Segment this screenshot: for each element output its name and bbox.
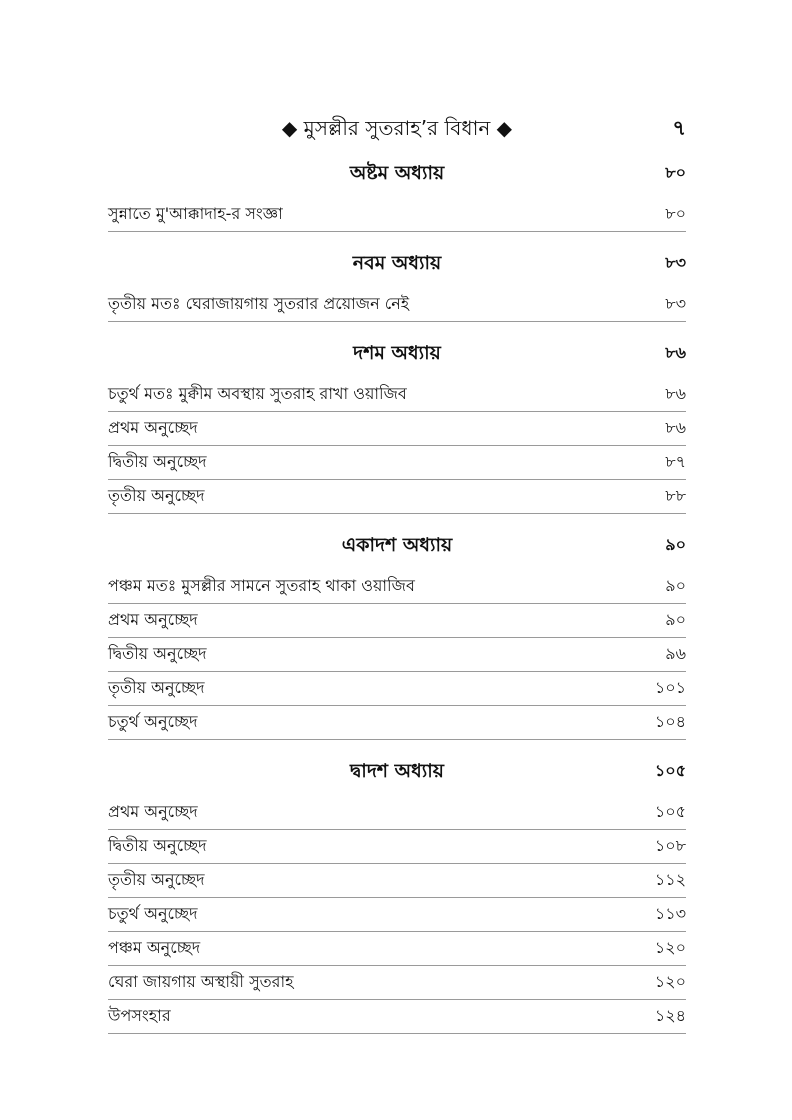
entry-page-number: ১২০ <box>654 972 686 991</box>
entry-title: চতুর্থ অনুচ্ছেদ <box>108 904 198 923</box>
entry-title: ঘেরা জায়গায় অস্থায়ী সুতরাহ <box>108 972 294 991</box>
entry-title: প্রথম অনুচ্ছেদ <box>108 802 198 821</box>
entry-page-number: ১০৮ <box>654 836 686 855</box>
entry-page-number: ৮৬ <box>665 384 686 403</box>
entry-page-number: ১০১ <box>654 678 686 697</box>
toc-entry[interactable] <box>108 412 686 446</box>
entry-title: তৃতীয় অনুচ্ছেদ <box>108 678 205 697</box>
entry-title: চতুর্থ অনুচ্ছেদ <box>108 712 198 731</box>
chapter-heading[interactable] <box>108 524 686 566</box>
toc-entry[interactable] <box>108 864 686 898</box>
chapter-page-number: ৮৬ <box>665 343 686 362</box>
entry-title: প্রথম অনুচ্ছেদ <box>108 418 198 437</box>
chapter-page-number: ৮৩ <box>665 253 686 272</box>
entry-title: পঞ্চম মতঃ মুসল্লীর সামনে সুতরাহ থাকা ওয়াজিব <box>108 576 415 595</box>
chapter-spacer <box>108 514 686 524</box>
chapter-spacer <box>108 740 686 750</box>
entry-page-number: ১১৩ <box>654 904 686 923</box>
chapter-title: দশম অধ্যায় <box>353 342 441 364</box>
entry-page-number: ১২৪ <box>654 1006 686 1025</box>
toc-entry[interactable] <box>108 932 686 966</box>
chapter-page-number: ৯০ <box>665 535 686 554</box>
entry-title: দ্বিতীয় অনুচ্ছেদ <box>108 644 207 663</box>
entry-page-number: ৮৭ <box>665 452 686 471</box>
toc-entry[interactable] <box>108 1000 686 1034</box>
toc-entry[interactable] <box>108 672 686 706</box>
chapter-spacer <box>108 322 686 332</box>
chapter-title: দ্বাদশ অধ্যায় <box>350 760 444 782</box>
entry-title: তৃতীয় অনুচ্ছেদ <box>108 486 205 505</box>
toc-entry[interactable] <box>108 898 686 932</box>
entry-title: দ্বিতীয় অনুচ্ছেদ <box>108 452 207 471</box>
chapter-title: নবম অধ্যায় <box>352 252 442 274</box>
chapter-page-number: ৮০ <box>665 163 686 182</box>
entry-page-number: ৮৬ <box>665 418 686 437</box>
toc-entry[interactable] <box>108 480 686 514</box>
chapter-page-number: ১০৫ <box>654 761 686 780</box>
entry-page-number: ৯০ <box>665 576 686 595</box>
chapter-heading[interactable] <box>108 332 686 374</box>
entry-page-number: ১০৪ <box>654 712 686 731</box>
entry-title: তৃতীয় মতঃ ঘেরাজায়গায় সুতরার প্রয়োজন নেই <box>108 294 410 313</box>
entry-title: উপসংহার <box>108 1006 171 1025</box>
toc-entry[interactable] <box>108 288 686 322</box>
entry-title: দ্বিতীয় অনুচ্ছেদ <box>108 836 207 855</box>
chapter-title: একাদশ অধ্যায় <box>341 534 453 556</box>
entry-page-number: ১১২ <box>654 870 686 889</box>
toc-entry[interactable] <box>108 638 686 672</box>
page-number: ৭ <box>672 116 686 140</box>
toc-entry[interactable] <box>108 446 686 480</box>
toc-entry[interactable] <box>108 570 686 604</box>
chapter-title: অষ্টম অধ্যায় <box>349 162 445 184</box>
entry-page-number: ১০৫ <box>654 802 686 821</box>
toc-entry[interactable] <box>108 198 686 232</box>
chapter-heading[interactable] <box>108 242 686 284</box>
toc-entry[interactable] <box>108 796 686 830</box>
toc-entry[interactable] <box>108 966 686 1000</box>
page-header <box>108 112 686 144</box>
entry-page-number: ৮০ <box>665 204 686 223</box>
entry-page-number: ৯০ <box>665 610 686 629</box>
toc-entry[interactable] <box>108 830 686 864</box>
entry-page-number: ১২০ <box>654 938 686 957</box>
entry-title: পঞ্চম অনুচ্ছেদ <box>108 938 201 957</box>
entry-title: তৃতীয় অনুচ্ছেদ <box>108 870 205 889</box>
entry-title: চতুর্থ মতঃ মুক্বীম অবস্থায় সুতরাহ রাখা ওয়াজিব <box>108 384 407 403</box>
chapter-heading[interactable] <box>108 750 686 792</box>
entry-title: সুন্নাতে মু'আক্কাদাহ-র সংজ্ঞা <box>108 204 283 223</box>
entry-page-number: ৯৬ <box>665 644 686 663</box>
chapter-spacer <box>108 232 686 242</box>
toc-entry[interactable] <box>108 604 686 638</box>
table-of-contents <box>108 152 686 1034</box>
running-title: ◆ মুসল্লীর সুতরাহ’র বিধান ◆ <box>281 116 513 140</box>
chapter-heading[interactable] <box>108 152 686 194</box>
toc-entry[interactable] <box>108 378 686 412</box>
entry-page-number: ৮৩ <box>665 294 686 313</box>
toc-entry[interactable] <box>108 706 686 740</box>
entry-page-number: ৮৮ <box>665 486 686 505</box>
entry-title: প্রথম অনুচ্ছেদ <box>108 610 198 629</box>
